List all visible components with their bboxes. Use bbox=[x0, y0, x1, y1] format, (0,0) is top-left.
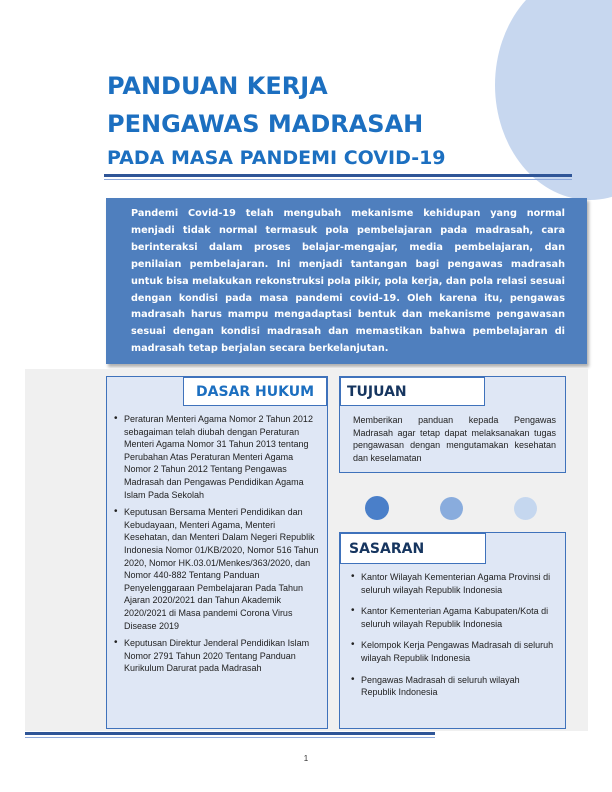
dasar-hukum-heading: DASAR HUKUM bbox=[195, 383, 314, 400]
tujuan-heading: TUJUAN bbox=[347, 383, 407, 400]
page-number: 1 bbox=[303, 754, 309, 763]
title-divider-thin bbox=[104, 179, 572, 180]
footer-divider-thin bbox=[25, 737, 435, 738]
intro-box bbox=[106, 198, 587, 364]
decorative-dot-dark bbox=[365, 496, 389, 520]
decorative-circle bbox=[495, 0, 612, 200]
dasar-hukum-list bbox=[124, 413, 322, 680]
footer-divider bbox=[25, 732, 435, 735]
sasaran-item: • Kelompok Kerja Pengawas Madrasah di seluruh wilayah Republik Indonesia bbox=[361, 639, 557, 664]
dasar-hukum-item: • Peraturan Menteri Agama Nomor 2 Tahun 2012 sebagaiman telah diubah dengan Peraturan Menteri Agama Nomor 31 Tahun 2013 tentang Perubahan Atas Peraturan Menteri Agama Nomor 2 Tahun 2012 Tentang Pengawas Madrasah dan Pengawas Pendidikan Agama Islam Pada Sekolah bbox=[124, 413, 322, 501]
intro-text: Pandemi Covid-19 telah mengubah mekanisme kehidupan yang normal menjadi tidak normal termasuk pola pembelajaran pada madrasah, cara berinteraksi dalam proses belajar-mengajar, media pembelajaran, dan penilaian pembelajaran. Ini menjadi tantangan bagi pengawas madrasah untuk bisa melakukan rekonstruksi pola pikir, pola kerja, dan pola relasi sesuai dengan kondisi pada masa pandemi covid-19. Oleh karena itu, pengawas madrasah harus mampu mengadaptasi bentuk dan mekanisme pengawasan sesuai dengan kondisi madrasah dan memastikan bahwa pembelajaran di madrasah tetap berjalan secara berkelanjutan. bbox=[131, 208, 565, 355]
dasar-hukum-item: • Keputusan Bersama Menteri Pendidikan dan Kebudayaan, Menteri Agama, Menteri Kesehatan, dan Menteri Dalam Negeri Republik Indonesia Nomor 01/KB/2020, Nomor 516 Tahun 2020, Nomor HK.03.01/Menkes/363/2020, dan Nomor 440-882 Tentang Panduan Penyelenggaraan Pembelajaran Pada Tahun Ajaran 2020/2021 dan Tahun Akademik 2020/2021 di Masa pandemi Corona Virus Disease 2019 bbox=[124, 506, 322, 632]
tujuan-text: Memberikan panduan kepada Pengawas Madrasah agar tetap dapat melaksanakan tugas pengawasan dengan mengutamakan kesehatan dan keselamatan bbox=[353, 415, 556, 463]
tujuan-header bbox=[340, 377, 485, 406]
sasaran-item: • Kantor Kementerian Agama Kabupaten/Kota di seluruh wilayah Republik Indonesia bbox=[361, 605, 557, 630]
title-line-2: PENGAWAS MADRASAH bbox=[107, 110, 424, 138]
dasar-hukum-item: • Keputusan Direktur Jenderal Pendidikan Islam Nomor 2791 Tahun 2020 Tentang Panduan Kurikulum Darurat pada Madrasah bbox=[124, 637, 322, 675]
title-divider bbox=[104, 174, 572, 177]
decorative-dot-light bbox=[514, 497, 537, 520]
sasaran-heading: SASARAN bbox=[349, 540, 425, 557]
sasaran-list bbox=[361, 571, 557, 708]
title-line-1: PANDUAN KERJA bbox=[107, 72, 328, 100]
sasaran-header bbox=[340, 533, 486, 564]
decorative-dot-medium bbox=[440, 497, 463, 520]
subtitle: PADA MASA PANDEMI COVID-19 bbox=[107, 147, 446, 169]
dasar-hukum-header bbox=[183, 377, 327, 406]
sasaran-item: • Pengawas Madrasah di seluruh wilayah Republik Indonesia bbox=[361, 674, 557, 699]
sasaran-item: • Kantor Wilayah Kementerian Agama Provinsi di seluruh wilayah Republik Indonesia bbox=[361, 571, 557, 596]
